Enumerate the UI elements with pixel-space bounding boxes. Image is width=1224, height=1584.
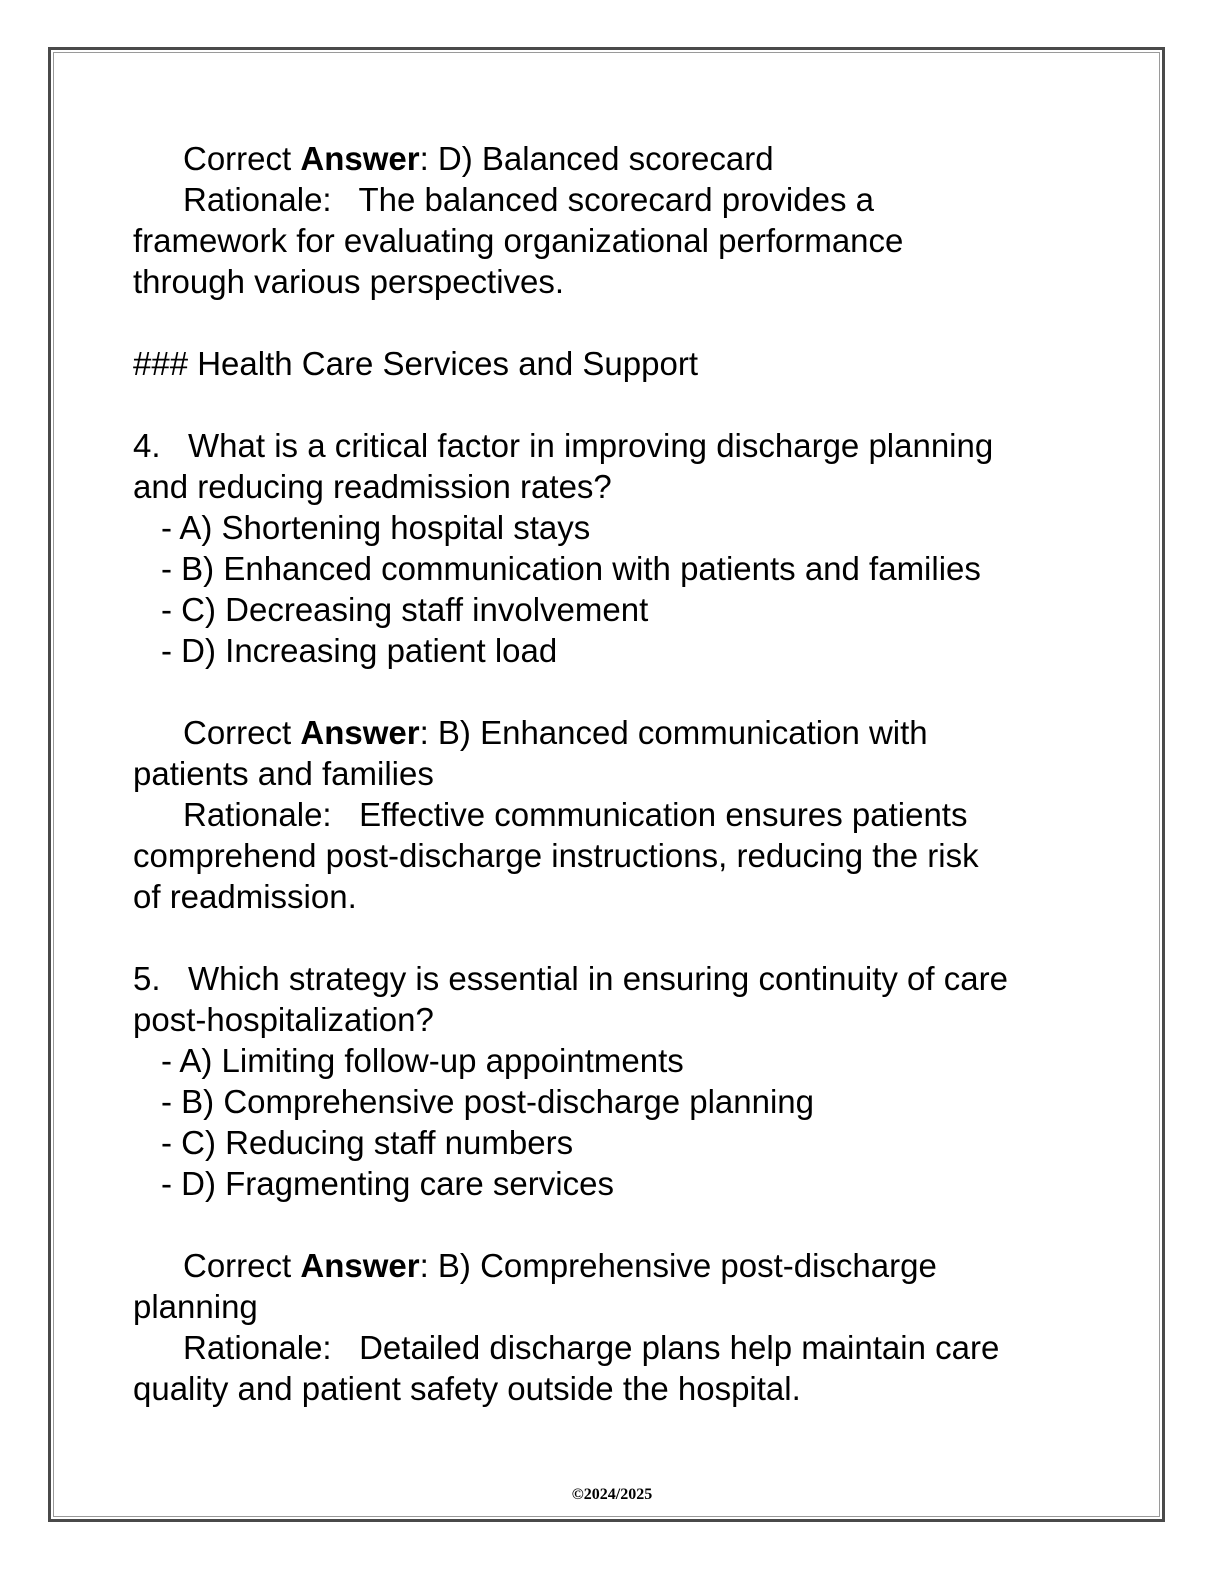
q5-answer-continuation: planning <box>133 1288 258 1325</box>
copyright-footer: ©2024/2025 <box>571 1486 653 1503</box>
q3-rationale-line-1: Rationale: The balanced scorecard provides a <box>183 181 874 218</box>
q4-rationale-line-2: comprehend post-discharge instructions, reducing the risk <box>133 837 979 874</box>
section-heading: ### Health Care Services and Support <box>133 345 698 382</box>
q3-correct-answer <box>133 138 1093 179</box>
q4-question-line-2: and reducing readmission rates? <box>133 468 612 505</box>
q5-question-line-1: 5. Which strategy is essential in ensuring continuity of care <box>133 960 1008 997</box>
q4-correct-answer <box>133 712 1093 753</box>
q3-rationale-line-2: framework for evaluating organizational performance <box>133 222 904 259</box>
q5-question-line-2: post-hospitalization? <box>133 1001 434 1038</box>
answer-keyword: Answer <box>300 140 420 177</box>
q4-option-c: - C) Decreasing staff involvement <box>161 591 649 628</box>
answer-prefix: Correct <box>183 1247 301 1284</box>
q5-rationale-line-1: Rationale: Detailed discharge plans help maintain care <box>183 1329 1000 1366</box>
answer-prefix: Correct <box>183 714 301 751</box>
answer-keyword: Answer <box>300 714 420 751</box>
q5-option-b: - B) Comprehensive post-discharge planning <box>161 1083 815 1120</box>
answer-text: : D) Balanced scorecard <box>419 140 774 177</box>
document-body <box>133 138 1093 1409</box>
q4-answer-continuation: patients and families <box>133 755 434 792</box>
answer-text: : B) Enhanced communication with <box>419 714 928 751</box>
q4-option-d: - D) Increasing patient load <box>161 632 558 669</box>
q5-option-d: - D) Fragmenting care services <box>161 1165 614 1202</box>
q5-rationale-line-2: quality and patient safety outside the hospital. <box>133 1370 801 1407</box>
answer-prefix: Correct <box>183 140 301 177</box>
answer-keyword: Answer <box>300 1247 420 1284</box>
q4-question-line-1: 4. What is a critical factor in improving discharge planning <box>133 427 994 464</box>
q4-rationale-line-3: of readmission. <box>133 878 357 915</box>
q5-option-c: - C) Reducing staff numbers <box>161 1124 574 1161</box>
q4-option-b: - B) Enhanced communication with patients and families <box>161 550 981 587</box>
q5-correct-answer <box>133 1245 1093 1286</box>
q3-rationale-line-3: through various perspectives. <box>133 263 565 300</box>
q4-option-a: - A) Shortening hospital stays <box>161 509 591 546</box>
q4-rationale-line-1: Rationale: Effective communication ensures patients <box>183 796 968 833</box>
q5-option-a: - A) Limiting follow-up appointments <box>161 1042 684 1079</box>
answer-text: : B) Comprehensive post-discharge <box>419 1247 937 1284</box>
